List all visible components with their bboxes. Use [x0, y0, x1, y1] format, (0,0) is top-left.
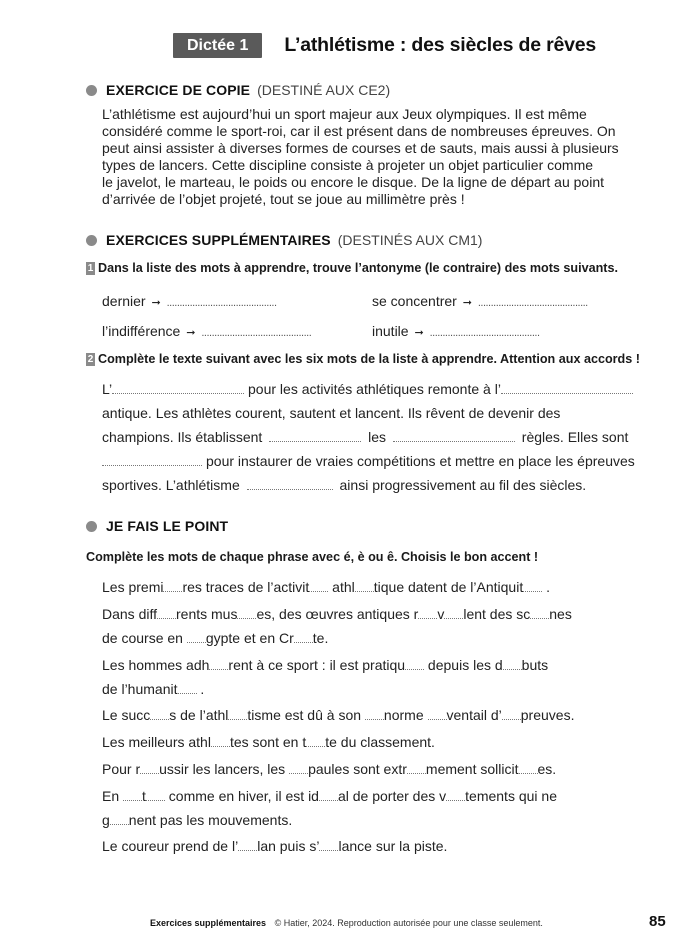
accent-sentence	[102, 838, 447, 854]
accent-blank[interactable]	[407, 772, 426, 774]
exercise-number-badge: 1	[87, 262, 94, 274]
text-segment: es, des œuvres antiques r	[256, 606, 419, 622]
answer-blank[interactable]: ...........................................	[477, 297, 588, 309]
copy-line: L’athlétisme est aujourd’hui un sport majeur aux Jeux olympiques. Il est même	[102, 106, 587, 122]
exercise-1-instruction	[86, 261, 618, 275]
text-segment: .	[542, 579, 550, 595]
copy-paragraph	[102, 106, 662, 208]
accent-sentence	[102, 630, 328, 646]
point-instruction: Complète les mots de chaque phrase avec é, è ou ê. Choisis le bon accent !	[86, 550, 539, 564]
accent-blank[interactable]	[418, 617, 437, 619]
extra-subheading: (DESTINÉS AUX CM1)	[337, 232, 483, 248]
accent-blank[interactable]	[140, 772, 159, 774]
text-segment: v	[437, 606, 445, 622]
text-segment: pour instaurer de vraies compétitions et mettre en place les épreuves	[206, 453, 635, 469]
antonym-item	[372, 323, 540, 339]
copy-line: considéré comme le sport-roi, car il est présent dans de nombreuses épreuves. On	[102, 123, 616, 139]
accent-sentence	[102, 681, 204, 697]
text-segment: mement sollicit	[425, 761, 519, 777]
accent-blank[interactable]	[365, 718, 384, 720]
copy-heading: EXERCICE DE COPIE	[106, 82, 251, 98]
text-segment: lance sur la piste.	[338, 838, 448, 854]
text-segment: tique datent de l’Antiquit	[373, 579, 524, 595]
text-segment: buts	[521, 657, 549, 673]
exercise-instruction-text: Complète le texte suivant avec les six mots de la liste à apprendre. Attention aux accords !	[98, 352, 640, 366]
point-heading: JE FAIS LE POINT	[106, 518, 229, 534]
accent-blank[interactable]	[355, 590, 374, 592]
accent-blank[interactable]	[289, 772, 308, 774]
antonym-item	[102, 293, 277, 309]
accent-blank[interactable]	[110, 823, 129, 825]
copy-subheading: (DESTINÉ AUX CE2)	[257, 82, 391, 98]
accent-blank[interactable]	[123, 799, 142, 801]
text-segment: al de porter des v	[337, 788, 447, 804]
text-segment: rent à ce sport : il est pratiqu	[228, 657, 406, 673]
accent-blank[interactable]	[294, 641, 313, 643]
accent-blank[interactable]	[238, 849, 257, 851]
dictation-badge: Dictée 1	[173, 33, 262, 58]
text-segment: les	[368, 429, 386, 445]
text-segment: Dans diff	[102, 606, 157, 622]
antonym-item	[102, 323, 311, 339]
text-segment: règles. Elles sont	[521, 429, 629, 445]
accent-blank[interactable]	[405, 668, 424, 670]
text-segment: athl	[328, 579, 355, 595]
text-segment: depuis les d	[424, 657, 503, 673]
text-segment: tements qui ne	[465, 788, 557, 804]
text-segment: g	[102, 812, 110, 828]
accent-blank[interactable]	[309, 590, 328, 592]
text-segment: champions. Ils établissent	[102, 429, 263, 445]
answer-blank[interactable]	[247, 488, 333, 490]
text-segment: gypte et en Cr	[205, 630, 294, 646]
text-segment: tisme est dû à son	[247, 707, 365, 723]
accent-blank[interactable]	[228, 718, 247, 720]
arrow-icon: ➞	[462, 297, 472, 309]
text-segment: Les meilleurs athl	[102, 734, 211, 750]
antonym-word: dernier	[102, 293, 146, 309]
accent-blank[interactable]	[187, 641, 206, 643]
text-segment: pour les activités athlétiques remonte à l’	[248, 381, 501, 397]
text-segment: Le coureur prend de l’	[102, 838, 239, 854]
accent-blank[interactable]	[503, 668, 522, 670]
accent-blank[interactable]	[428, 718, 447, 720]
accent-blank[interactable]	[502, 718, 521, 720]
point-section-heading	[86, 518, 228, 534]
footer-copyright: © Hatier, 2024. Reproduction autorisée pour une classe seulement.	[274, 918, 543, 928]
footer	[150, 918, 543, 928]
accent-sentence	[102, 812, 292, 828]
antonym-item	[372, 293, 588, 309]
extra-heading: EXERCICES SUPPLÉMENTAIRES	[106, 232, 331, 248]
accent-blank[interactable]	[519, 772, 538, 774]
answer-blank[interactable]: ...........................................	[429, 327, 540, 339]
fill-text-line	[102, 477, 586, 493]
arrow-icon: ➞	[186, 327, 196, 339]
text-segment: comme en hiver, il est id	[164, 788, 319, 804]
text-segment: es.	[537, 761, 557, 777]
text-segment: paules sont extr	[308, 761, 407, 777]
accent-blank[interactable]	[150, 718, 169, 720]
accent-blank[interactable]	[319, 799, 338, 801]
bullet-icon	[86, 521, 97, 532]
text-segment: .	[196, 681, 205, 697]
text-segment: preuves.	[520, 707, 575, 723]
exercise-number-badge: 2	[87, 353, 94, 365]
accent-blank[interactable]	[237, 617, 256, 619]
footer-label: Exercices supplémentaires	[150, 918, 267, 928]
arrow-icon: ➞	[414, 327, 424, 339]
text-segment: Les hommes adh	[102, 657, 210, 673]
accent-blank[interactable]	[446, 799, 465, 801]
exercise-2-instruction	[86, 352, 640, 366]
answer-blank[interactable]	[501, 392, 633, 394]
text-segment: L’	[102, 381, 113, 397]
text-segment: nes	[549, 606, 572, 622]
text-segment: lan puis s’	[257, 838, 320, 854]
fill-text-line	[102, 429, 628, 445]
text-segment: s de l’athl	[169, 707, 229, 723]
accent-sentence	[102, 761, 556, 777]
page-title: L’athlétisme : des siècles de rêves	[284, 34, 597, 56]
accent-sentence	[102, 707, 574, 723]
text-segment: En	[102, 788, 124, 804]
answer-blank[interactable]	[393, 440, 515, 442]
text-segment: lent des sc	[463, 606, 531, 622]
fill-text-line	[102, 453, 635, 469]
copy-line: types de lancers. Cette discipline consiste à projeter un objet particulier comme	[102, 157, 594, 173]
extra-section-heading	[86, 232, 482, 248]
accent-blank[interactable]	[319, 849, 338, 851]
fill-text-line	[102, 381, 633, 397]
text-segment: tes sont en t	[229, 734, 307, 750]
accent-blank[interactable]	[444, 617, 463, 619]
bullet-icon	[86, 235, 97, 246]
text-segment: te du classement.	[325, 734, 435, 750]
copy-line: le javelot, le marteau, le poids ou encore le disque. De la ligne de départ au point	[102, 174, 604, 190]
page-number: 85	[649, 913, 666, 930]
copy-line: d’arrivée de l’objet projeté, tout se joue au millimètre près !	[102, 191, 465, 207]
text-segment: res traces de l’activit	[182, 579, 310, 595]
accent-blank[interactable]	[211, 745, 230, 747]
accent-blank[interactable]	[209, 668, 228, 670]
copy-section-heading	[86, 82, 390, 98]
copy-line: peut ainsi assister à diverses formes de courses et de sauts, mais aussi à plusieurs	[102, 140, 619, 156]
accent-sentence	[102, 579, 550, 595]
accent-blank[interactable]	[523, 590, 542, 592]
accent-blank[interactable]	[178, 692, 197, 694]
text-segment: rents mus	[176, 606, 238, 622]
answer-blank[interactable]	[102, 464, 202, 466]
text-segment: de course en	[102, 630, 187, 646]
text-segment: de l’humanit	[102, 681, 178, 697]
text-segment: Les premi	[102, 579, 164, 595]
accent-sentence	[102, 657, 548, 673]
accent-blank[interactable]	[163, 590, 182, 592]
dictation-header	[173, 32, 596, 59]
accent-sentence	[102, 606, 572, 622]
text-segment: ainsi progressivement au fil des siècles.	[339, 477, 587, 493]
accent-sentence	[102, 788, 557, 804]
text-segment: ussir les lancers, les	[159, 761, 290, 777]
answer-blank[interactable]	[112, 392, 244, 394]
accent-blank[interactable]	[157, 617, 176, 619]
text-segment: t	[142, 788, 146, 804]
text-segment: norme	[383, 707, 428, 723]
arrow-icon: ➞	[151, 297, 161, 309]
text-segment: te.	[312, 630, 329, 646]
exercise-instruction-text: Dans la liste des mots à apprendre, trouve l’antonyme (le contraire) des mots suivants.	[98, 261, 618, 275]
answer-blank[interactable]	[269, 440, 361, 442]
text-segment: Pour r	[102, 761, 141, 777]
antonym-word: l’indifférence	[102, 323, 181, 339]
accent-sentence	[102, 734, 435, 750]
answer-blank[interactable]: ...........................................	[201, 327, 312, 339]
text-segment: Le succ	[102, 707, 151, 723]
accent-blank[interactable]	[306, 745, 325, 747]
accent-blank[interactable]	[146, 799, 165, 801]
antonym-word: se concentrer	[372, 293, 457, 309]
answer-blank[interactable]: ...........................................	[166, 297, 277, 309]
fill-text-line: antique. Les athlètes courent, sautent et lancent. Ils rêvent de devenir des	[102, 405, 561, 421]
text-segment: nent pas les mouvements.	[128, 812, 293, 828]
bullet-icon	[86, 85, 97, 96]
accent-blank[interactable]	[530, 617, 549, 619]
text-segment: sportives. L’athlétisme	[102, 477, 240, 493]
text-segment: ventail d’	[446, 707, 502, 723]
antonym-word: inutile	[372, 323, 409, 339]
